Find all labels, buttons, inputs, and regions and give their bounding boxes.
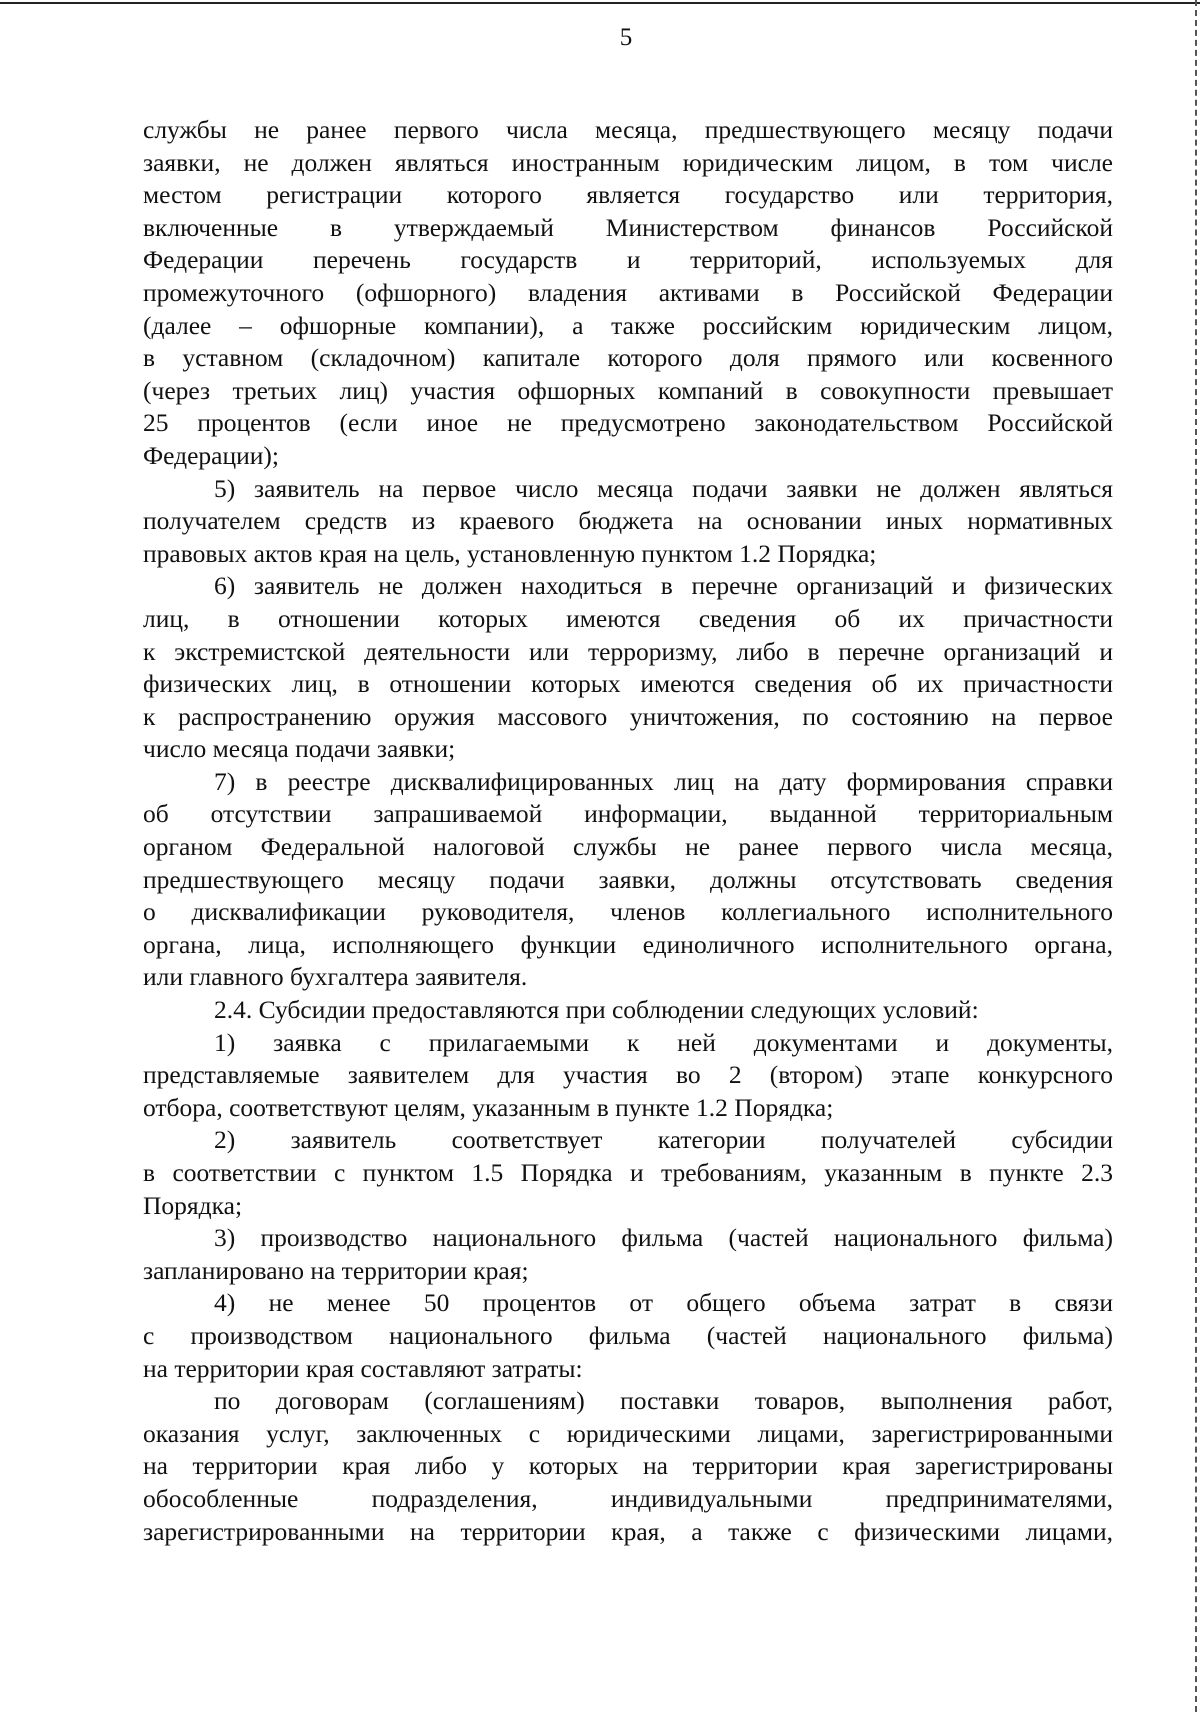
text-line: об отсутствии запрашиваемой информации, выданной территориальным [143, 799, 1113, 829]
text-line: число месяца подачи заявки; [143, 734, 456, 764]
right-border-line [1195, 0, 1197, 1712]
top-border-line [0, 2, 1200, 4]
text-line: 3) производство национального фильма (частей национального фильма) [214, 1223, 1113, 1253]
text-line: к распространению оружия массового уничтожения, по состоянию на первое [143, 701, 1113, 731]
text-line: (далее – офшорные компании), а также российским юридическим лицом, [143, 310, 1113, 340]
text-line: зарегистрированными на территории края, а также с физическими лицами, [143, 1516, 1113, 1546]
text-line: 5) заявитель на первое число месяца подачи заявки не должен являться [214, 473, 1113, 503]
document-body [143, 114, 1113, 1548]
text-line: 1) заявка с прилагаемыми к ней документами и документы, [214, 1027, 1113, 1057]
text-line: включенные в утверждаемый Министерством финансов Российской [143, 212, 1113, 242]
text-line: 25 процентов (если иное не предусмотрено законодательством Российской [143, 408, 1113, 438]
text-line: в уставном (складочном) капитале которого доля прямого или косвенного [143, 343, 1113, 373]
text-line: 4) не менее 50 процентов от общего объема затрат в связи [214, 1288, 1113, 1318]
text-line: (через третьих лиц) участия офшорных компаний в совокупности превышает [143, 375, 1113, 405]
text-line: органа, лица, исполняющего функции единоличного исполнительного органа, [143, 929, 1113, 959]
text-line: Федерации перечень государств и территорий, используемых для [143, 245, 1113, 275]
text-line: местом регистрации которого является государство или территория, [143, 180, 1113, 210]
text-line: обособленные подразделения, индивидуальными предпринимателями, [143, 1483, 1113, 1513]
text-line: правовых актов края на цель, установленную пунктом 1.2 Порядка; [143, 538, 877, 568]
text-line: предшествующего месяцу подачи заявки, должны отсутствовать сведения [143, 864, 1113, 894]
text-line: получателем средств из краевого бюджета на основании иных нормативных [143, 506, 1113, 536]
text-line: промежуточного (офшорного) владения активами в Российской Федерации [143, 277, 1113, 307]
page-number: 5 [619, 24, 633, 51]
text-line: к экстремистской деятельности или терроризму, либо в перечне организаций и [143, 636, 1113, 666]
text-line: лиц, в отношении которых имеются сведения об их причастности [143, 603, 1113, 633]
text-line: Федерации); [143, 440, 280, 470]
text-line: запланировано на территории края; [143, 1255, 529, 1285]
text-line: о дисквалификации руководителя, членов коллегиального исполнительного [143, 897, 1113, 927]
text-line: на территории края составляют затраты: [143, 1353, 583, 1383]
text-line: органом Федеральной налоговой службы не ранее первого числа месяца, [143, 832, 1113, 862]
text-line: 6) заявитель не должен находиться в перечне организаций и физических [214, 571, 1113, 601]
text-line: 7) в реестре дисквалифицированных лиц на дату формирования справки [214, 766, 1113, 796]
text-line: заявки, не должен являться иностранным юридическим лицом, в том числе [143, 147, 1113, 177]
text-line: службы не ранее первого числа месяца, предшествующего месяцу подачи [143, 115, 1113, 144]
text-line: Порядка; [143, 1190, 243, 1220]
text-line: представляемые заявителем для участия во 2 (втором) этапе конкурсного [143, 1060, 1113, 1090]
text-line: или главного бухгалтера заявителя. [143, 962, 528, 992]
text-line: по договорам (соглашениям) поставки товаров, выполнения работ, [214, 1386, 1113, 1416]
text-line: 2.4. Субсидии предоставляются при соблюдении следующих условий: [214, 995, 979, 1025]
text-line: отбора, соответствуют целям, указанным в пункте 1.2 Порядка; [143, 1092, 834, 1122]
text-line: 2) заявитель соответствует категории получателей субсидии [214, 1125, 1113, 1155]
text-line: в соответствии с пунктом 1.5 Порядка и требованиям, указанным в пункте 2.3 [143, 1158, 1113, 1187]
text-line: оказания услуг, заключенных с юридическими лицами, зарегистрированными [143, 1418, 1113, 1448]
text-line: физических лиц, в отношении которых имеются сведения об их причастности [143, 669, 1113, 699]
text-line: с производством национального фильма (частей национального фильма) [143, 1320, 1113, 1350]
text-line: на территории края либо у которых на территории края зарегистрированы [143, 1451, 1113, 1481]
